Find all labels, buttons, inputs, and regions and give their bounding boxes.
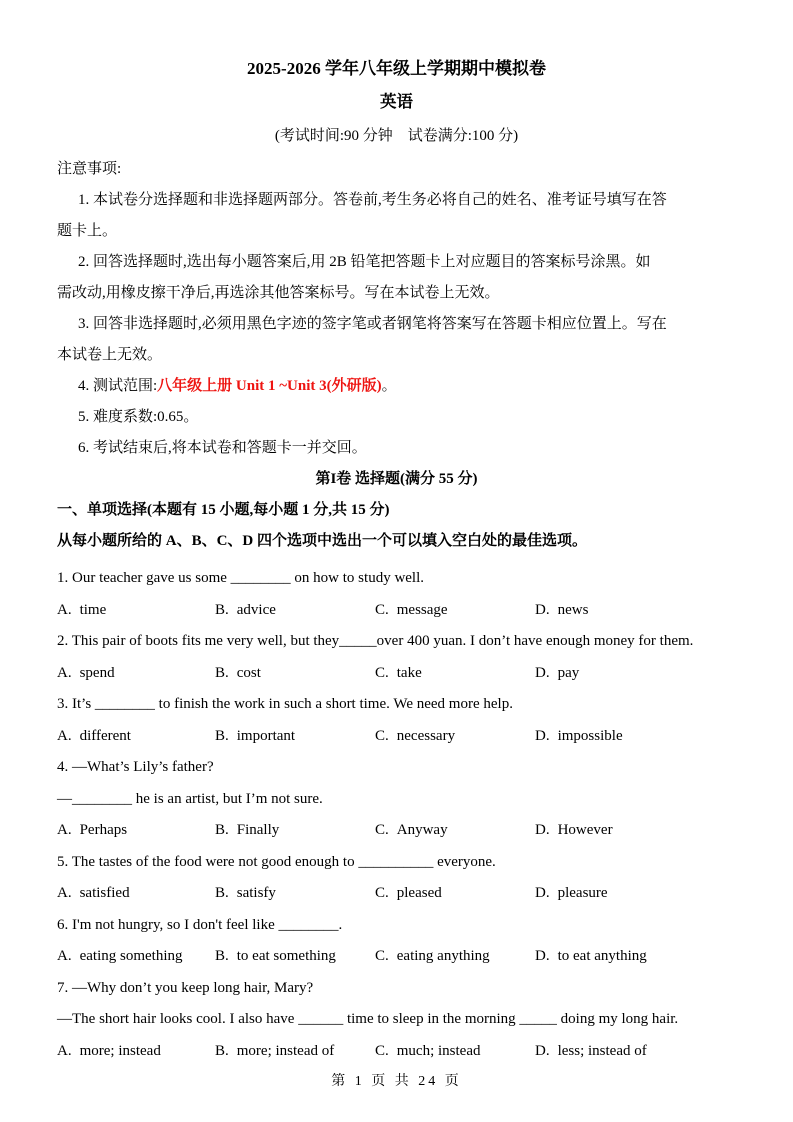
option-label: C. <box>375 601 389 618</box>
option <box>375 658 535 690</box>
option <box>375 941 535 973</box>
question-options <box>57 595 759 627</box>
option-label: D. <box>535 1042 550 1059</box>
option-text: message <box>396 601 448 618</box>
notice-heading: 注意事项: <box>57 161 122 177</box>
option-text: cost <box>236 664 261 681</box>
question-options <box>57 721 759 753</box>
option <box>375 595 535 627</box>
notice-text: 1. 本试卷分选择题和非选择题两部分。答卷前,考生务必将自己的姓名、准考证号填写在答 <box>78 192 667 208</box>
option-text: different <box>79 727 131 744</box>
option <box>215 721 375 753</box>
question-stem: 6. I'm not hungry, so I don't feel like ________. <box>57 916 343 933</box>
option-text: pleasure <box>557 885 608 901</box>
part-heading: 一、单项选择(本题有 15 小题,每小题 1 分,共 15 分) <box>57 502 390 518</box>
option <box>57 878 215 910</box>
notice-text: 5. 难度系数:0.65。 <box>78 409 199 425</box>
option-label: B. <box>215 664 229 681</box>
option-text: time <box>79 601 107 618</box>
exam-info: (考试时间:90 分钟 试卷满分:100 分) <box>274 128 519 144</box>
question-stem: 1. Our teacher gave us some ________ on how to study well. <box>57 570 425 586</box>
option-text: Anyway <box>396 822 448 838</box>
option-label: C. <box>375 885 389 901</box>
option <box>535 815 759 847</box>
option-text: However <box>557 822 613 838</box>
notice-text: 4. 测试范围: <box>78 378 158 394</box>
part-instruction: 从每小题所给的 A、B、C、D 四个选项中选出一个可以填入空白处的最佳选项。 <box>57 533 588 549</box>
option <box>535 1036 759 1068</box>
notice-text: 本试卷上无效。 <box>57 347 163 363</box>
option-label: A. <box>57 727 72 744</box>
question-stem: —The short hair looks cool. I also have ______ time to sleep in the morning _____ doing my long hair. <box>57 1011 679 1027</box>
option-text: more; instead <box>79 1042 161 1059</box>
option-text: important <box>236 727 296 744</box>
option <box>215 941 375 973</box>
question-stem: 5. The tastes of the food were not good enough to __________ everyone. <box>57 853 496 870</box>
option-label: C. <box>375 664 389 681</box>
notice-line <box>57 402 759 433</box>
question-stem: —________ he is an artist, but I’m not sure. <box>57 790 323 807</box>
notice-line <box>57 340 759 371</box>
option-text: more; instead of <box>236 1042 335 1059</box>
option-text: take <box>396 664 422 681</box>
option-label: B. <box>215 1042 229 1059</box>
option-label: C. <box>375 727 389 744</box>
section-heading: 第I卷 选择题(满分 55 分) <box>315 471 478 487</box>
page-number-footer: 第 1 页 共 24 页 <box>331 1074 462 1089</box>
notice-line <box>57 371 759 402</box>
option <box>215 595 375 627</box>
option-text: impossible <box>557 727 623 744</box>
notice-text: 需改动,用橡皮擦干净后,再选涂其他答案标号。写在本试卷上无效。 <box>57 285 500 301</box>
option-text: spend <box>79 664 115 681</box>
option-text: satisfied <box>79 885 130 901</box>
option-label: C. <box>375 1042 389 1059</box>
option <box>57 595 215 627</box>
question-stem: 4. —What’s Lily’s father? <box>57 759 214 775</box>
option-text: advice <box>236 601 276 618</box>
notice-text: 2. 回答选择题时,选出每小题答案后,用 2B 铅笔把答题卡上对应题目的答案标号涂黑。如 <box>78 254 651 270</box>
option-text: to eat anything <box>557 948 647 964</box>
option-text: pay <box>557 664 580 681</box>
option-text: much; instead <box>396 1042 481 1059</box>
option-label: D. <box>535 822 550 838</box>
option-label: D. <box>535 727 550 744</box>
notice-line <box>57 309 759 340</box>
option-label: D. <box>535 601 550 618</box>
option-label: B. <box>215 948 229 964</box>
option <box>57 941 215 973</box>
option-text: Perhaps <box>79 822 128 838</box>
option <box>215 878 375 910</box>
option-label: A. <box>57 601 72 618</box>
option-text: pleased <box>396 885 442 901</box>
question-options <box>57 878 759 910</box>
option <box>535 721 759 753</box>
question-stem: 3. It’s ________ to finish the work in such a short time. We need more help. <box>57 696 513 712</box>
questions <box>57 563 759 1067</box>
option-label: A. <box>57 948 72 964</box>
option-label: D. <box>535 885 550 901</box>
question-options <box>57 941 759 973</box>
question-options <box>57 815 759 847</box>
option <box>535 658 759 690</box>
notice-line <box>57 185 759 216</box>
page-title: 2025-2026 学年八年级上学期期中模拟卷 <box>247 59 546 78</box>
option <box>375 878 535 910</box>
notice-line <box>57 247 759 278</box>
option <box>57 1036 215 1068</box>
option-label: A. <box>57 885 72 901</box>
notice-line <box>57 433 759 464</box>
option <box>535 595 759 627</box>
notice-line <box>57 216 759 247</box>
option-text: necessary <box>396 727 456 744</box>
notice-text: 6. 考试结束后,将本试卷和答题卡一并交回。 <box>78 440 367 456</box>
option-text: less; instead of <box>557 1042 647 1059</box>
option-label: B. <box>215 822 229 838</box>
notice-lines <box>57 185 759 464</box>
option-text: satisfy <box>236 885 276 901</box>
option <box>215 815 375 847</box>
subject-title: 英语 <box>380 92 413 111</box>
option <box>57 815 215 847</box>
option-text: news <box>557 601 589 618</box>
option <box>375 1036 535 1068</box>
option <box>535 878 759 910</box>
option-text: eating anything <box>396 948 490 964</box>
option-label: B. <box>215 727 229 744</box>
option-label: D. <box>535 664 550 681</box>
question-stem: 7. —Why don’t you keep long hair, Mary? <box>57 979 314 996</box>
option-label: C. <box>375 948 389 964</box>
option <box>375 815 535 847</box>
option <box>215 1036 375 1068</box>
question-options <box>57 1036 759 1068</box>
notice-text: 3. 回答非选择题时,必须用黑色字迹的签字笔或者钢笔将答案写在答题卡相应位置上。写在 <box>78 316 667 332</box>
option-label: B. <box>215 601 229 618</box>
question-stem: 2. This pair of boots fits me very well, but they_____over 400 yuan. I don’t have enough money for them. <box>57 633 694 649</box>
document-body <box>0 154 793 1067</box>
option <box>375 721 535 753</box>
notice-text: 。 <box>381 378 397 394</box>
option-text: Finally <box>236 822 280 838</box>
test-scope-highlight: 八年级上册 Unit 1 ~Unit 3(外研版) <box>157 378 382 394</box>
question-options <box>57 658 759 690</box>
option-label: B. <box>215 885 229 901</box>
option-label: A. <box>57 822 72 838</box>
option <box>535 941 759 973</box>
option <box>215 658 375 690</box>
option <box>57 658 215 690</box>
option-label: A. <box>57 1042 72 1059</box>
option-label: C. <box>375 822 389 838</box>
option-label: A. <box>57 664 72 681</box>
option-text: to eat something <box>236 948 336 964</box>
option <box>57 721 215 753</box>
option-label: D. <box>535 948 550 964</box>
notice-line <box>57 278 759 309</box>
option-text: eating something <box>79 948 183 964</box>
notice-text: 题卡上。 <box>57 223 118 239</box>
